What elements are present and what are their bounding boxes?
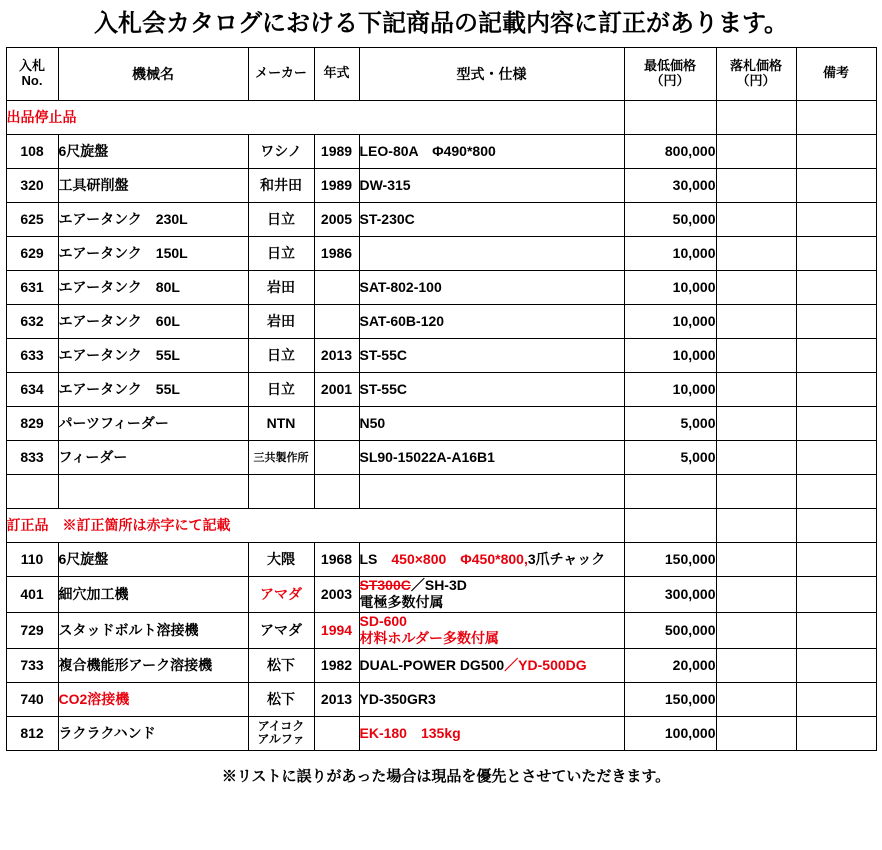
- cell-win-price: [716, 372, 796, 406]
- cell-min-price: 100,000: [624, 716, 716, 750]
- cell-year: 1968: [314, 542, 359, 576]
- cell-spec: DW-315: [359, 168, 624, 202]
- spacer-min: [624, 474, 716, 508]
- cell-win-price: [716, 648, 796, 682]
- cell-maker: NTN: [248, 406, 314, 440]
- catalog-table: [6, 47, 877, 751]
- section2-note-blank: [796, 508, 876, 542]
- cell-win-price: [716, 236, 796, 270]
- spec-segment: EK-180: [359, 724, 407, 741]
- cell-bid-no: 633: [6, 338, 58, 372]
- spec-segment: 135kg: [406, 724, 461, 741]
- cell-spec: [359, 612, 624, 648]
- cell-spec: ST-55C: [359, 372, 624, 406]
- cell-maker: ワシノ: [248, 134, 314, 168]
- spec-segment: 450×800 Φ450*800,: [391, 550, 528, 567]
- cell-bid-no: 629: [6, 236, 58, 270]
- cell-year: 2003: [314, 576, 359, 612]
- cell-year: 1982: [314, 648, 359, 682]
- cell-note: [796, 304, 876, 338]
- cell-min-price: 800,000: [624, 134, 716, 168]
- cell-spec: SAT-60B-120: [359, 304, 624, 338]
- cell-machine-name: 工具研削盤: [58, 168, 248, 202]
- spec-line: [360, 630, 624, 648]
- cell-win-price: [716, 202, 796, 236]
- cell-bid-no: 733: [6, 648, 58, 682]
- cell-spec: ST-230C: [359, 202, 624, 236]
- header-min-price-line2: （円）: [650, 72, 690, 88]
- cell-spec: [359, 682, 624, 716]
- table-row: [6, 682, 876, 716]
- footnote: ※リストに誤りがあった場合は現品を優先とさせていただきます。: [221, 767, 671, 785]
- spec-segment: 3爪チャック: [527, 550, 606, 567]
- cell-min-price: 5,000: [624, 440, 716, 474]
- cell-spec: [359, 236, 624, 270]
- spec-segment: YD-350GR3: [359, 690, 436, 707]
- cell-note: [796, 648, 876, 682]
- cell-win-price: [716, 304, 796, 338]
- cell-note: [796, 134, 876, 168]
- cell-spec: [359, 716, 624, 750]
- spec-line: [360, 594, 624, 612]
- spacer-spec: [359, 474, 624, 508]
- cell-year: 2013: [314, 338, 359, 372]
- spec-line: [360, 613, 624, 631]
- cell-bid-no: 110: [6, 542, 58, 576]
- header-cell-spec: 型式・仕様: [359, 47, 624, 100]
- table-row: [6, 338, 876, 372]
- page-title: 入札会カタログにおける下記商品の記載内容に訂正があります。: [93, 10, 789, 37]
- cell-note: [796, 716, 876, 750]
- cell-spec: LEO-80A Φ490*800: [359, 134, 624, 168]
- spacer-no: [6, 474, 58, 508]
- cell-machine-name: エアータンク 230L: [58, 202, 248, 236]
- cell-maker: アマダ: [248, 612, 314, 648]
- spec-segment: SD-600: [359, 612, 407, 629]
- cell-min-price: 10,000: [624, 236, 716, 270]
- spacer-row: [6, 474, 876, 508]
- cell-machine-name: 細穴加工機: [58, 576, 248, 612]
- cell-min-price: 20,000: [624, 648, 716, 682]
- section1-win-blank: [716, 100, 796, 134]
- cell-win-price: [716, 440, 796, 474]
- cell-spec: [359, 648, 624, 682]
- header-win-price-line1: 落札価格: [729, 57, 782, 73]
- cell-machine-name: 複合機能形アーク溶接機: [58, 648, 248, 682]
- table-row: [6, 168, 876, 202]
- header-cell-note: 備考: [796, 47, 876, 100]
- cell-maker: 和井田: [248, 168, 314, 202]
- cell-min-price: 300,000: [624, 576, 716, 612]
- cell-maker: 松下: [248, 682, 314, 716]
- cell-min-price: 150,000: [624, 682, 716, 716]
- section2-min-blank: [624, 508, 716, 542]
- cell-machine-name: CO2溶接機: [58, 682, 248, 716]
- header-cell-min-price: [624, 47, 716, 100]
- spec-segment: 材料ホルダー多数付属: [359, 630, 499, 647]
- table-row: [6, 612, 876, 648]
- spec-segment: 電極多数付属: [359, 594, 444, 611]
- spacer-year: [314, 474, 359, 508]
- cell-note: [796, 440, 876, 474]
- cell-machine-name: ラクラクハンド: [58, 716, 248, 750]
- cell-note: [796, 406, 876, 440]
- cell-bid-no: 401: [6, 576, 58, 612]
- cell-maker: 日立: [248, 338, 314, 372]
- cell-bid-no: 829: [6, 406, 58, 440]
- cell-win-price: [716, 716, 796, 750]
- cell-spec: ST-55C: [359, 338, 624, 372]
- cell-bid-no: 108: [6, 134, 58, 168]
- cell-win-price: [716, 168, 796, 202]
- cell-note: [796, 168, 876, 202]
- spec-segment: DUAL-POWER DG500: [359, 656, 505, 673]
- section1-note-blank: [796, 100, 876, 134]
- cell-machine-name: エアータンク 60L: [58, 304, 248, 338]
- cell-min-price: 5,000: [624, 406, 716, 440]
- cell-bid-no: 729: [6, 612, 58, 648]
- cell-year: [314, 304, 359, 338]
- cell-bid-no: 740: [6, 682, 58, 716]
- cell-bid-no: 632: [6, 304, 58, 338]
- cell-year: 1986: [314, 236, 359, 270]
- cell-year: [314, 270, 359, 304]
- spacer-win: [716, 474, 796, 508]
- cell-note: [796, 682, 876, 716]
- cell-maker: 大隈: [248, 542, 314, 576]
- spec-line: [360, 577, 624, 595]
- cell-win-price: [716, 338, 796, 372]
- cell-bid-no: 631: [6, 270, 58, 304]
- cell-win-price: [716, 612, 796, 648]
- spec-segment: LS: [359, 550, 392, 567]
- header-cell-maker: メーカー: [248, 47, 314, 100]
- header-win-price-line2: （円）: [736, 72, 776, 88]
- cell-machine-name: スタッドボルト溶接機: [58, 612, 248, 648]
- cell-win-price: [716, 542, 796, 576]
- header-cell-win-price: [716, 47, 796, 100]
- cell-year: 2005: [314, 202, 359, 236]
- cell-spec: SAT-802-100: [359, 270, 624, 304]
- cell-year: [314, 440, 359, 474]
- table-row: [6, 576, 876, 612]
- table-row: [6, 372, 876, 406]
- cell-note: [796, 612, 876, 648]
- section2-win-blank: [716, 508, 796, 542]
- section-header-row-2: [6, 508, 876, 542]
- cell-maker: 松下: [248, 648, 314, 682]
- spec-segment: ST300C: [359, 576, 411, 593]
- header-min-price-line1: 最低価格: [643, 57, 696, 73]
- cell-win-price: [716, 270, 796, 304]
- cell-year: 2001: [314, 372, 359, 406]
- cell-spec: N50: [359, 406, 624, 440]
- header-no-line2: No.: [21, 72, 43, 88]
- section1-min-blank: [624, 100, 716, 134]
- table-row: [6, 202, 876, 236]
- spec-segment: ／SH-3D: [410, 576, 467, 593]
- cell-note: [796, 542, 876, 576]
- cell-year: [314, 716, 359, 750]
- cell-machine-name: フィーダー: [58, 440, 248, 474]
- section-header-row-1: [6, 100, 876, 134]
- cell-bid-no: 634: [6, 372, 58, 406]
- section-label-corrections: 訂正品 ※訂正箇所は赤字にて記載: [6, 508, 624, 542]
- spacer-name: [58, 474, 248, 508]
- maker-line2: アルファ: [257, 732, 305, 747]
- cell-year: 2013: [314, 682, 359, 716]
- cell-win-price: [716, 682, 796, 716]
- cell-min-price: 10,000: [624, 338, 716, 372]
- cell-machine-name: エアータンク 150L: [58, 236, 248, 270]
- cell-machine-name: エアータンク 55L: [58, 338, 248, 372]
- cell-note: [796, 372, 876, 406]
- table-row: [6, 406, 876, 440]
- cell-maker: 岩田: [248, 304, 314, 338]
- table-header: [6, 47, 876, 100]
- cell-win-price: [716, 576, 796, 612]
- table-row: [6, 304, 876, 338]
- cell-machine-name: エアータンク 55L: [58, 372, 248, 406]
- table-row: [6, 542, 876, 576]
- cell-min-price: 150,000: [624, 542, 716, 576]
- cell-spec: [359, 542, 624, 576]
- table-row: [6, 440, 876, 474]
- section-label-suspended: 出品停止品: [6, 100, 624, 134]
- table-row: [6, 648, 876, 682]
- cell-spec: [359, 576, 624, 612]
- cell-spec: SL90-15022A-A16B1: [359, 440, 624, 474]
- cell-min-price: 10,000: [624, 270, 716, 304]
- cell-maker: [248, 716, 314, 750]
- cell-min-price: 30,000: [624, 168, 716, 202]
- table-body: [6, 100, 876, 750]
- cell-bid-no: 320: [6, 168, 58, 202]
- header-cell-year: 年式: [314, 47, 359, 100]
- cell-bid-no: 625: [6, 202, 58, 236]
- cell-year: 1989: [314, 134, 359, 168]
- maker-line1: アイコク: [257, 718, 305, 733]
- header-cell-name: 機械名: [58, 47, 248, 100]
- cell-min-price: 50,000: [624, 202, 716, 236]
- cell-maker: 岩田: [248, 270, 314, 304]
- cell-maker: 三共製作所: [248, 440, 314, 474]
- cell-min-price: 10,000: [624, 372, 716, 406]
- cell-year: 1989: [314, 168, 359, 202]
- cell-min-price: 10,000: [624, 304, 716, 338]
- cell-note: [796, 236, 876, 270]
- cell-year: 1994: [314, 612, 359, 648]
- cell-note: [796, 202, 876, 236]
- spacer-maker: [248, 474, 314, 508]
- table-row: [6, 134, 876, 168]
- cell-note: [796, 338, 876, 372]
- cell-maker: 日立: [248, 202, 314, 236]
- cell-maker: 日立: [248, 372, 314, 406]
- table-row: [6, 270, 876, 304]
- cell-note: [796, 270, 876, 304]
- cell-year: [314, 406, 359, 440]
- header-cell-no: [6, 47, 58, 100]
- table-row: [6, 236, 876, 270]
- cell-maker: アマダ: [248, 576, 314, 612]
- cell-machine-name: パーツフィーダー: [58, 406, 248, 440]
- spacer-note: [796, 474, 876, 508]
- cell-machine-name: 6尺旋盤: [58, 542, 248, 576]
- cell-bid-no: 812: [6, 716, 58, 750]
- cell-win-price: [716, 134, 796, 168]
- header-no-line1: 入札: [18, 57, 45, 73]
- cell-maker: 日立: [248, 236, 314, 270]
- cell-win-price: [716, 406, 796, 440]
- cell-note: [796, 576, 876, 612]
- table-row: [6, 716, 876, 750]
- cell-machine-name: エアータンク 80L: [58, 270, 248, 304]
- cell-min-price: 500,000: [624, 612, 716, 648]
- cell-bid-no: 833: [6, 440, 58, 474]
- cell-machine-name: 6尺旋盤: [58, 134, 248, 168]
- spec-segment: ／YD-500DG: [504, 656, 587, 673]
